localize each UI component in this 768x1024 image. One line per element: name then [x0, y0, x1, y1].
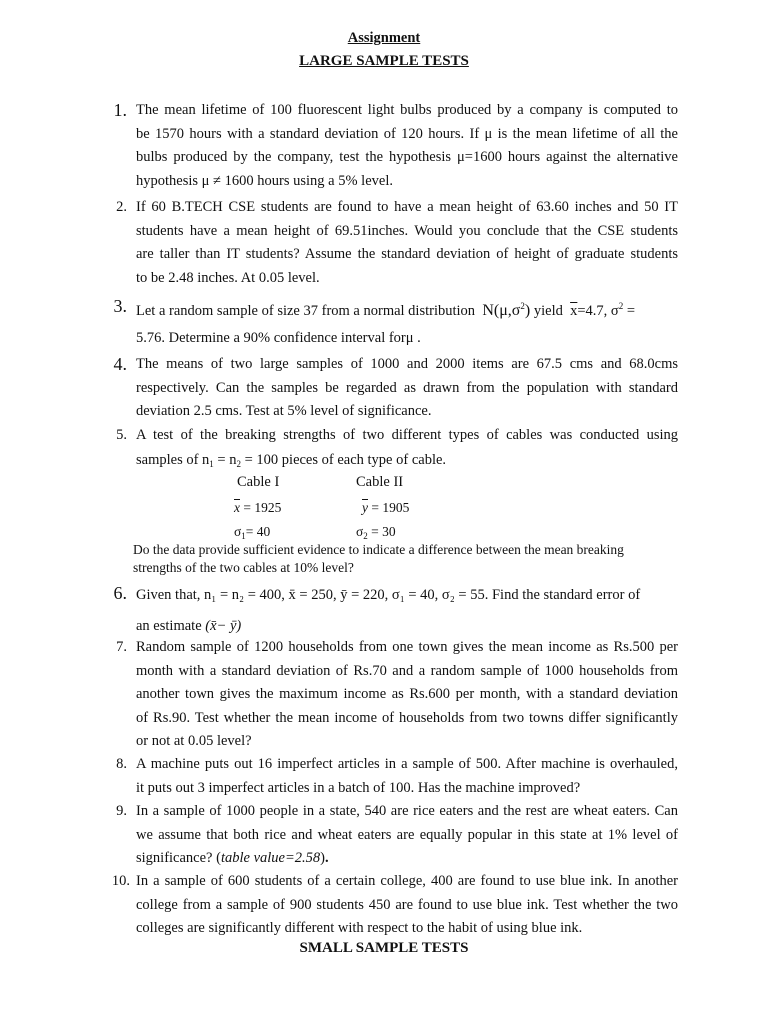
question-10-line: In a sample of 600 students of a certain college, 400 are found to use blue ink. In another: [136, 873, 678, 889]
question-1-number: 1.: [113, 100, 127, 120]
question-8-number: 8.: [116, 756, 127, 772]
question-6-line: Given that, n₁ = n₂ = 400, x̄ = 250, ȳ = 220, σ₁ = 40, σ₂ = 55. Find the standard error of: [136, 587, 641, 603]
question-9-line: In a sample of 1000 people in a state, 540 are rice eaters and the rest are wheat eaters. Can: [136, 803, 678, 819]
q5-sub: 1: [209, 459, 214, 469]
question-5-number: 5.: [116, 427, 127, 443]
sigma-sub: 2: [363, 531, 368, 541]
question-4-line: The means of two large samples of 1000 and 2000 items are 67.5 cms and 68.0cms: [136, 356, 678, 372]
cable-2-header: Cable II: [356, 474, 404, 490]
q5-text: = n: [213, 452, 237, 468]
dist-sup: 2: [520, 301, 525, 311]
question-7-number: 7.: [116, 639, 127, 655]
question-5-line: strengths of the two cables at 10% level?: [133, 560, 354, 575]
q9-text: ): [320, 850, 325, 866]
question-7-line: another town gives the maximum income as Rs.600 per month, with a standard deviation: [136, 686, 678, 702]
question-9-number: 9.: [116, 803, 127, 819]
question-10-line: college from a sample of 900 students 450 are found to use blue ink. Test whether the two: [136, 896, 678, 913]
question-1-line: The mean lifetime of 100 fluorescent light bulbs produced by a company is computed to: [136, 102, 678, 118]
yield-word: yield: [533, 303, 563, 319]
question-1-line: be 1570 hours with a standard deviation of 120 hours. If μ is the mean lifetime of all the: [136, 125, 678, 142]
cable-1-mean: [234, 498, 281, 518]
x-bar-symbol: $\overline{x}$: [234, 500, 240, 515]
question-5-text: [136, 424, 678, 448]
q9-text: .: [324, 850, 329, 866]
assignment-title: Assignment: [347, 30, 421, 46]
question-5-conclusion: [133, 541, 624, 577]
question-2-line: to be 2.48 inches. At 0.05 level.: [136, 269, 320, 286]
question-5-line-2: [136, 450, 446, 474]
question-1-line: bulbs produced by the company, test the hypothesis μ=1600 hours against the alternative: [136, 149, 678, 165]
question-5-line: A test of the breaking strengths of two different types of cables was conducted using: [136, 427, 678, 443]
question-6-line-2: [136, 616, 241, 636]
cable-2-sd-value: = 30: [367, 524, 396, 539]
question-3-line-1: [136, 296, 635, 321]
x-bar-symbol: $\overline{x}$: [570, 303, 578, 319]
question-3-number: 3.: [113, 296, 127, 316]
question-8-line: A machine puts out 16 imperfect articles in a sample of 500. After machine is overhauled,: [136, 756, 678, 772]
question-6-text: [136, 584, 678, 608]
cable-1-sd-value: = 40: [245, 524, 271, 539]
question-2-line: students have a mean height of 69.51inches. Would you conclude that the CSE students: [136, 222, 678, 239]
question-7-line: Random sample of 1200 households from one town gives the mean income as Rs.500 per: [136, 639, 678, 655]
small-sample-tests-heading: SMALL SAMPLE TESTS: [299, 940, 469, 956]
question-3-line-2: [136, 328, 421, 348]
question-10-number: 10.: [111, 873, 130, 889]
question-5-line: Do the data provide sufficient evidence to indicate a difference between the mean breaking: [133, 542, 624, 557]
sigma-symbol: σ: [234, 524, 242, 539]
dist-text: N(μ,σ: [482, 302, 521, 319]
question-7-text: [136, 636, 678, 754]
question-3-end: .: [413, 330, 421, 346]
question-2-number: 2.: [116, 199, 127, 215]
question-3-values: =4.7, σ: [577, 303, 619, 319]
y-bar-symbol: $\overline{y}$: [362, 500, 368, 515]
question-10-line: colleges are significantly different with respect to the habit of using blue ink.: [136, 920, 583, 936]
question-9-text: [136, 800, 678, 871]
question-6-text: an estimate: [136, 618, 202, 634]
question-9-line: we assume that both rice and wheat eaters are equally popular in this state at 1% level of: [136, 826, 678, 843]
sigma-symbol: σ: [356, 524, 364, 539]
sigma-sub: 1: [241, 531, 246, 541]
cable-2-mean: [362, 498, 409, 518]
mu-symbol: μ: [405, 330, 414, 346]
question-8-text: [136, 753, 678, 800]
question-4-line: respectively. Can the samples be regarded as drawn from the population with standard: [136, 379, 678, 396]
question-6-number: 6.: [113, 583, 127, 603]
normal-distribution-notation: [482, 302, 530, 319]
cable-2-mean-value: = 1905: [368, 500, 410, 515]
question-7-line: month with a standard deviation of Rs.70 and a random sample of 1000 households from: [136, 662, 678, 679]
sigma-sup: 2: [618, 301, 624, 311]
dist-close: ): [524, 302, 531, 319]
question-2-line: If 60 B.TECH CSE students are found to have a mean height of 63.60 inches and 50 IT: [136, 199, 678, 215]
question-10-text: [136, 870, 678, 941]
question-1-text: [136, 99, 678, 193]
q5-text: samples of n: [136, 452, 210, 468]
question-9-line: [136, 847, 678, 871]
question-3-text: 5.76. Determine a 90% confidence interval for: [136, 330, 406, 346]
question-8-line: it puts out 3 imperfect articles in a batch of 100. Has the machine improved?: [136, 779, 581, 796]
question-7-line: of Rs.90. Test whether the mean income of households from two towns differ significantly: [136, 709, 678, 726]
question-3-text: Let a random sample of size 37 from a normal distribution: [136, 303, 476, 319]
cable-1-header: Cable I: [237, 474, 280, 490]
estimate-expression: (x̄− ȳ): [205, 618, 242, 634]
cable-1-mean-value: = 1925: [240, 500, 282, 515]
question-4-text: [136, 353, 678, 424]
question-2-line: are taller than IT students? Assume the standard deviation of height of graduate students: [136, 246, 678, 262]
q5-sub: 2: [236, 459, 241, 469]
question-2-text: [136, 196, 678, 290]
q5-text: = 100 pieces of each type of cable.: [240, 452, 447, 468]
question-7-line: or not at 0.05 level?: [136, 733, 252, 749]
question-4-line: deviation 2.5 cms. Test at 5% level of significance.: [136, 403, 432, 419]
large-sample-tests-heading: LARGE SAMPLE TESTS: [299, 53, 469, 69]
question-1-line: hypothesis μ ≠ 1600 hours using a 5% level.: [136, 172, 393, 189]
table-value: table value=2.58: [220, 850, 321, 866]
question-4-number: 4.: [113, 354, 127, 374]
question-3-eq: =: [623, 303, 636, 319]
q9-text: significance? (: [136, 850, 221, 866]
